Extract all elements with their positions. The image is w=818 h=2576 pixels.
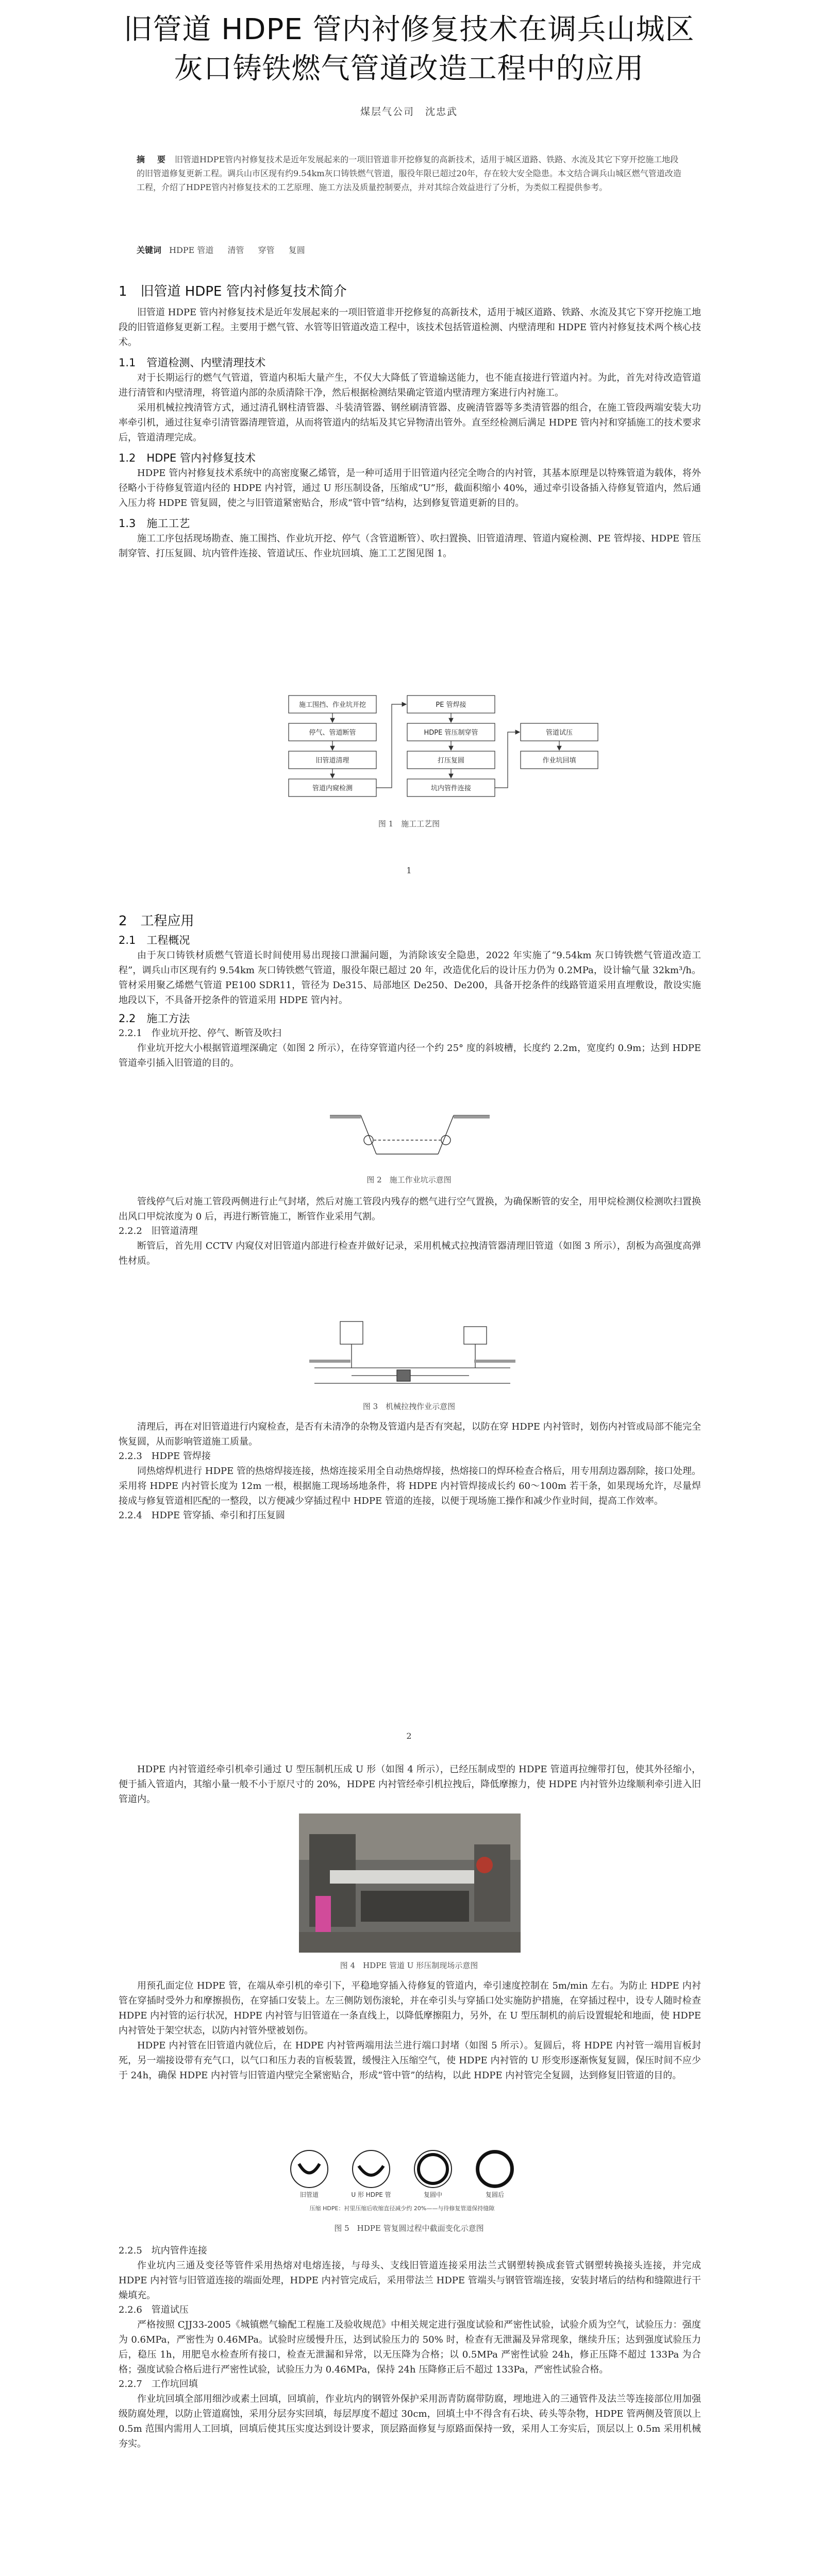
process-step-label: 坑内管件连接 (430, 785, 472, 792)
pipe-section (441, 1136, 450, 1145)
figure-caption: 图 4 HDPE 管道 U 形压制现场示意图 (340, 1961, 478, 1970)
subsection-heading: 2.1 工程概况 (119, 934, 190, 946)
pipe-cross-section (353, 2150, 390, 2188)
paragraph: HDPE 管内衬修复技术系统中的高密度聚乙烯管，是一种可适用于旧管道内径完全吻合的内衬管，其基本原理是以特殊管道为载体，将外径略小于待修复管道内径的 HDPE 内衬管，通过 U 形压制设备，压缩成“U”形，截面积缩小 40%，通过牵引设备插入待修复管道内，然后通入压力将 HDPE 管复圆，使之与旧管道紧密贴合，形成“管中管”结构，达到修复管道更新的目的。 (119, 468, 701, 509)
section-heading: 1 旧管道 HDPE 管内衬修复技术简介 (119, 284, 347, 299)
u-press-site-photo (0, 1814, 818, 1958)
keyword: 清管 (227, 245, 244, 255)
paragraph: 同热熔焊机进行 HDPE 管的热熔焊接连接，热熔连接采用全自动热熔焊接，热熔接口的焊环检查合格后，用专用刮边器刮除，接口处理。采用将 HDPE 内衬管长度为 12m 一根，根据施工现场场地条件，将 HDPE 内衬管焊接成长约 60～100m 若干条，如果现场允许，尽量焊接成与修复管道相匹配的一整段，以方便减少穿插过程中 HDPE 管道的连接，以便于现场施工操作和减少作业时间，提高工作效率。 (119, 1466, 701, 1506)
subsection-heading: 2.2 施工方法 (119, 1012, 190, 1025)
process-step-label: 旧管道清理 (315, 757, 349, 765)
paragraph: HDPE 内衬管在旧管道内就位后，在 HDPE 内衬管两端用法兰进行端口封堵（如图 5 所示）。复圆后，将 HDPE 内衬管一端用盲板封死，另一端接设带有充气口，以气口和压力表的盲板装置，缓慢注入压缩空气，使 HDPE 内衬管的 U 形变形逐渐恢复复圆，保压时间不应少于 24h，确保 HDPE 内衬管与旧管道内壁完全紧密贴合，形成“管中管”的结构，以此 HDPE 内衬管完全复圆，达到修复旧管道的目的。 (119, 2040, 701, 2081)
paragraph: 作业坑回填全部用细沙或素土回填，回填前，作业坑内的钢管外保护采用沥青防腐带防腐，埋地进入的三通管件及法兰等连接部位用加强级防腐处理，以防止管道腐蚀，采用分层夯实回填，每层厚度不超过 30cm，回填土中不得含有石块、砖头等杂物，HDPE 管两侧及管顶以上 0.5m 范围内需用人工回填，回填后使其压实度达到设计要求，顶层路面修复与原路面保持一致，采用人工夯实后，顶层以上 0.5m 采用机械夯实。 (119, 2394, 701, 2449)
excavation-pit-diagram (0, 1100, 818, 1172)
section-heading: 2 工程应用 (119, 913, 194, 929)
keywords-label: 关键词 (137, 245, 162, 255)
rerounding-cross-section-diagram (0, 2143, 818, 2221)
cross-section-label: 旧管道 (299, 2191, 319, 2198)
process-step-label: 打压复圆 (437, 757, 465, 765)
paragraph: 采用机械拉拽清管方式，通过清孔钢柱清管器、斗装清管器、钢丝刷清管器、皮碗清管器等多类清管器的组合，在施工管段两端安装大功率牵引机，通过往复牵引清管器清理管道，从而将管道内的结垢及其它异物清出管外。直至经检测后满足 HDPE 管内衬和穿插施工的技术要求后，管道清理完成。 (119, 402, 701, 443)
article-title-line-2: 灰口铸铁燃气管道改造工程中的应用 (174, 52, 644, 86)
figure-caption: 图 1 施工工艺图 (378, 819, 440, 828)
subsubsection-heading: 2.2.1 作业坑开挖、停气、断管及吹扫 (119, 1028, 281, 1039)
subsubsection-heading: 2.2.7 工作坑回填 (119, 2379, 198, 2389)
figure-caption: 图 5 HDPE 管复圆过程中截面变化示意图 (334, 2224, 484, 2233)
paragraph: 管线停气后对施工管段两侧进行止气封堵，然后对施工管段内残存的燃气进行空气置换，为确保断管的安全，用甲烷检测仪检测吹扫置换出风口甲烷浓度为 0 后，再进行断管施工，断管作业采用气割。 (119, 1196, 701, 1222)
figure-legend: 压缩 HDPE：衬里压缩后收缩直径减少约 20%——与待修复管道保持缝隙 (309, 2205, 495, 2212)
abstract-text: 旧管道HDPE管内衬修复技术是近年发展起来的一项旧管道非开挖修复的高新技术，适用于城区道路、铁路、水流及其它下穿开挖施工地段的旧管道修复更新工程。调兵山市区现有约9.54km灰口铸铁燃气管道，服役年限已超过20年，存在较大安全隐患。本文结合调兵山城区燃气管道改造工程，介绍了HDPE管内衬修复技术的工艺原理、施工方法及质量控制要点，并对其综合效益进行了分析，为类似工程提供参考。 (137, 155, 681, 192)
paragraph: 作业坑内三通及变径等管件采用热熔对电熔连接，与母头、支线旧管道连接采用法兰式钢塑转换成套管式钢塑转换接头连接，并完成 HDPE 内衬管与旧管道连接的端面处理，HDPE 内衬管完成后，采用带法兰 HDPE 管端头与钢管管端连接，安装封堵后的结构和缝隙进行干燥填充。 (119, 2260, 701, 2301)
winch-machine (340, 1321, 363, 1344)
figure-2 (0, 1100, 818, 1188)
section-2-continued (119, 1194, 701, 1268)
subsection-heading: 1.1 管道检测、内壁清理技术 (119, 357, 266, 369)
subsubsection-heading: 2.2.5 坑内管件连接 (119, 2245, 207, 2256)
page-number: 2 (406, 1731, 412, 1741)
pull-cleaning-diagram (0, 1311, 818, 1399)
winch-machine (464, 1327, 487, 1344)
paragraph: 作业坑开挖大小根据管道埋深确定（如图 2 所示），在待穿管道内径一个约 25° 度的斜坡槽，长度约 2.2m，宽度约 0.9m；达到 HDPE 管道牵引插入旧管道的目的。 (119, 1043, 701, 1069)
article-header (0, 10, 818, 120)
abstract (137, 152, 683, 194)
paragraph: 施工工序包括现场勘查、施工围挡、作业坑开挖、停气（含管道断管）、吹扫置换、旧管道清理、管道内窥检测、PE 管焊接、HDPE 管压制穿管、打压复圆、坑内管件连接、管道试压、作业坑回填、施工工艺图见图 1。 (119, 533, 701, 559)
subsubsection-heading: 2.2.3 HDPE 管焊接 (119, 1451, 211, 1462)
abstract-label: 摘 要 (137, 155, 168, 164)
section-2 (119, 912, 701, 1071)
paragraph: 用预孔面定位 HDPE 管，在端从牵引机的牵引下，平稳地穿插入待修复的管道内，牵引速度控制在 5m/min 左右。为防止 HDPE 内衬管在穿插时受外力和摩擦损伤，在穿插口安装上。左三侧防划伤滚轮，并在牵引头与穿插口处实施防护措施，在穿插过程中，设专人随时检查 HDPE 内衬管的运行状况，HDPE 内衬管与旧管道在一条直线上，以降低摩擦阻力，另外，在 U 型压制机的前后设置辊轮和地面，使 HDPE 内衬管处于架空状态，以防内衬管外壁被划伤。 (119, 1980, 701, 2036)
subsection-heading: 1.3 施工工艺 (119, 517, 190, 530)
paragraph: 旧管道 HDPE 管内衬修复技术是近年发展起来的一项旧管道非开挖修复的高新技术，适用于城区道路、铁路、水流及其它下穿开挖施工地段的旧管道修复更新工程。主要用于燃气管、水管等旧管道改造工程中，该技术包括管道检测、内壁清理和 HDPE 管内衬修复技术两个核心技术。 (119, 307, 701, 348)
keyword: 复圆 (288, 245, 305, 255)
paragraph: 断管后，首先用 CCTV 内窥仪对旧管道内部进行检查并做好记录，采用机械式拉拽清管器清理旧管道（如图 3 所示），刮板为高强度高弹性材质。 (119, 1241, 701, 1266)
process-step-label: 管道试压 (545, 729, 573, 737)
page-3-body (119, 1978, 701, 2083)
figure-5 (0, 2143, 818, 2236)
figure-caption: 图 2 施工作业坑示意图 (366, 1175, 452, 1184)
section-2-tail (119, 2244, 701, 2451)
paragraph: 严格按照 CJJ33-2005《城镇燃气输配工程施工及验收规范》中相关规定进行强度试验和严密性试验，试验介质为空气，试验压力：强度为 0.6MPa，严密性为 0.46MPa。试验时应缓慢升压，达到试验压力的 50% 时，检查有无泄漏及异常现象，继续升压；达到强度试验压力后，稳压 1h，用肥皂水检查所有接口，检查无泄漏和异常，以无压降为合格；以 0.5MPa 严密性试验 24h，修正压降不超过 133Pa 为合格；强度试验合格后进行严密性试验，试验压力为 0.46MPa，保持 24h 压降修正后不超过 133Pa，严密性试验合格。 (119, 2319, 701, 2375)
subsubsection-heading: 2.2.4 HDPE 管穿插、牵引和打压复圆 (119, 1510, 285, 1521)
page-3-intro (119, 1762, 701, 1807)
paragraph: 清理后，再在对旧管道进行内窥检查，是否有未清净的杂物及管道内是否有突起，以防在穿 HDPE 内衬管时，划伤内衬管或局部不能完全恢复圆，从而影响管道施工质量。 (119, 1421, 701, 1447)
process-step-label: HDPE 管压制穿管 (424, 729, 478, 737)
figure-3 (0, 1311, 818, 1414)
keyword: HDPE 管道 (169, 245, 214, 255)
subsubsection-heading: 2.2.6 管道试压 (119, 2304, 189, 2315)
author-line: 煤层气公司 沈忠武 (360, 106, 458, 117)
process-step-label: 施工围挡、作业坑开挖 (298, 701, 366, 709)
process-flow-diagram (0, 685, 818, 814)
subsection-heading: 1.2 HDPE 管内衬修复技术 (119, 452, 256, 464)
process-step-label: 管道内窥检测 (312, 785, 353, 792)
paragraph: 由于灰口铸铁材质燃气管道长时间使用易出现接口泄漏问题，为消除该安全隐患，2022 年实施了“9.54km 灰口铸铁燃气管道改造工程”，调兵山市区现有约 9.54km 灰口铸铁燃气管道，服役年限已超过 20 年，改造优化后的设计压力仍为 0.2MPa，设计输气量 32km³/h。管材采用聚乙烯燃气管道 PE100 SDR11，管径为 De315、局部地区 De250、De200，具备开挖条件的线路管道采用直埋敷设，散设实施地段以下，不具备开挖条件的管道采用 HDPE 管内衬。 (119, 950, 701, 1006)
pipe-cross-section (291, 2150, 328, 2188)
figure-caption: 图 3 机械拉拽作业示意图 (362, 1402, 456, 1411)
pipe-section (364, 1136, 373, 1145)
paragraph: HDPE 内衬管道经牵引机牵引通过 U 型压制机压成 U 形（如图 4 所示），已经压制成型的 HDPE 管道再拉缠带打包，使其外径缩小，便于插入管道内，其缩小量一般不小于原尺寸的 20%，HDPE 内衬管经牵引机拉拽后，降低摩擦力，使 HDPE 内衬管外边缘顺利牵引进入旧管道内。 (119, 1764, 701, 1805)
section-2-continued-2 (119, 1419, 701, 1523)
keywords (137, 243, 683, 257)
process-step-label: PE 管焊接 (436, 701, 466, 709)
process-step-label: 作业坑回填 (542, 757, 576, 765)
cross-section-label: 复圆后 (485, 2191, 505, 2198)
process-step-label: 停气、管道断管 (309, 729, 356, 737)
figure-4 (0, 1814, 818, 1973)
page-number: 1 (406, 866, 412, 875)
section-1 (119, 282, 701, 561)
subsubsection-heading: 2.2.2 旧管道清理 (119, 1226, 198, 1236)
keyword: 穿管 (258, 245, 275, 255)
cross-section-label: 复圆中 (423, 2191, 443, 2198)
figure-1 (0, 685, 818, 829)
pipe-pig (397, 1370, 410, 1381)
paragraph: 对于长期运行的燃气气管道，管道内积垢大量产生，不仅大大降低了管道输送能力，也不能直接进行管道内衬。为此，首先对待改造管道进行清管和内壁清理，将管道内部的杂质清除干净，然后根据检测结果确定管道内壁清理方案进行内衬施工。 (119, 372, 701, 398)
article-title-line-1: 旧管道 HDPE 管内衬修复技术在调兵山城区 (123, 13, 695, 46)
cross-section-label: U 形 HDPE 管 (351, 2191, 391, 2198)
